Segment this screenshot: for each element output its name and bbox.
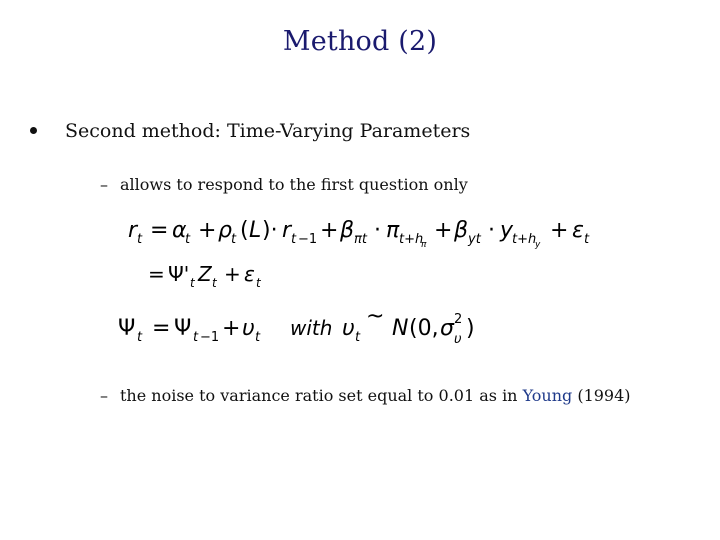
svg-text:α: α xyxy=(172,218,187,243)
svg-text:+: + xyxy=(320,218,339,243)
svg-text:t+h: t+h xyxy=(512,232,537,247)
svg-text:y: y xyxy=(535,240,541,250)
svg-text:·: · xyxy=(488,218,495,243)
svg-text:(0,: (0, xyxy=(409,316,439,341)
equation-2 xyxy=(148,262,262,290)
sub-bullet-2 xyxy=(100,386,631,405)
svg-text:L: L xyxy=(249,218,262,243)
svg-text:r: r xyxy=(128,218,138,243)
svg-text:β: β xyxy=(454,218,469,243)
svg-text:t: t xyxy=(193,330,199,345)
svg-text:πt: πt xyxy=(354,232,367,247)
svg-text:t: t xyxy=(137,330,143,345)
svg-text:Ψ: Ψ xyxy=(174,316,192,341)
svg-text:υ: υ xyxy=(242,316,255,341)
dash-icon: – xyxy=(100,175,108,194)
svg-text:σ: σ xyxy=(440,316,454,341)
svg-text:t: t xyxy=(584,232,590,247)
svg-text:t: t xyxy=(255,330,261,345)
svg-text:π: π xyxy=(421,240,427,250)
svg-text:+: + xyxy=(198,218,217,243)
svg-text:β: β xyxy=(340,218,355,243)
svg-text:)·: )· xyxy=(262,218,278,243)
svg-text:+: + xyxy=(222,316,241,341)
sub-bullet-2-text-before: the noise to variance ratio set equal to 0.01 as in xyxy=(120,386,523,405)
svg-text:+: + xyxy=(224,262,241,286)
main-bullet-text: Second method: Time-Varying Parameters xyxy=(65,120,471,142)
svg-text:+: + xyxy=(550,218,569,243)
equation-3 xyxy=(118,304,475,347)
bullet-dot-icon xyxy=(30,127,37,134)
svg-text:t: t xyxy=(256,276,261,290)
svg-text:υ: υ xyxy=(342,316,355,341)
svg-text:2: 2 xyxy=(454,312,463,327)
svg-text:t+h: t+h xyxy=(399,232,424,247)
dash-icon: – xyxy=(100,386,108,405)
svg-text:): ) xyxy=(466,316,475,341)
equations-figure xyxy=(110,205,630,355)
svg-text:y: y xyxy=(500,218,514,243)
sub-bullet-1-text: allows to respond to the first question only xyxy=(120,175,468,194)
svg-text:Ψ: Ψ xyxy=(118,316,136,341)
svg-text:ρ: ρ xyxy=(218,218,232,243)
svg-text:t: t xyxy=(231,232,237,247)
main-bullet xyxy=(30,120,470,142)
svg-text:π: π xyxy=(386,218,400,243)
slide-title: Method (2) xyxy=(282,26,438,57)
sub-bullet-2-text-after: (1994) xyxy=(572,386,631,405)
equation-1 xyxy=(128,218,590,250)
svg-text:ε: ε xyxy=(244,262,255,286)
svg-text:−1: −1 xyxy=(200,330,220,345)
equations-block xyxy=(110,205,630,355)
svg-text:Ψ': Ψ' xyxy=(168,262,190,286)
svg-text:t: t xyxy=(190,276,195,290)
svg-text:Z: Z xyxy=(198,262,212,286)
svg-text:r: r xyxy=(282,218,292,243)
svg-text:yt: yt xyxy=(468,232,481,247)
svg-text:t: t xyxy=(355,330,361,345)
svg-text:N: N xyxy=(392,316,409,341)
svg-text:ε: ε xyxy=(572,218,584,243)
svg-text:+: + xyxy=(434,218,453,243)
svg-text:·: · xyxy=(374,218,381,243)
svg-text:(: ( xyxy=(240,218,249,243)
svg-text:υ: υ xyxy=(454,332,462,347)
svg-text:t: t xyxy=(291,232,297,247)
svg-text:−1: −1 xyxy=(298,232,318,247)
sub-bullet-1 xyxy=(100,175,468,194)
svg-text:~: ~ xyxy=(366,304,385,329)
svg-text:=: = xyxy=(152,316,171,341)
svg-text:=: = xyxy=(150,218,169,243)
svg-text:t: t xyxy=(137,232,143,247)
young-link[interactable]: Young xyxy=(522,386,573,405)
svg-text:t: t xyxy=(185,232,191,247)
svg-text:=: = xyxy=(148,262,165,286)
svg-text:t: t xyxy=(212,276,217,290)
svg-text:with: with xyxy=(290,316,333,340)
